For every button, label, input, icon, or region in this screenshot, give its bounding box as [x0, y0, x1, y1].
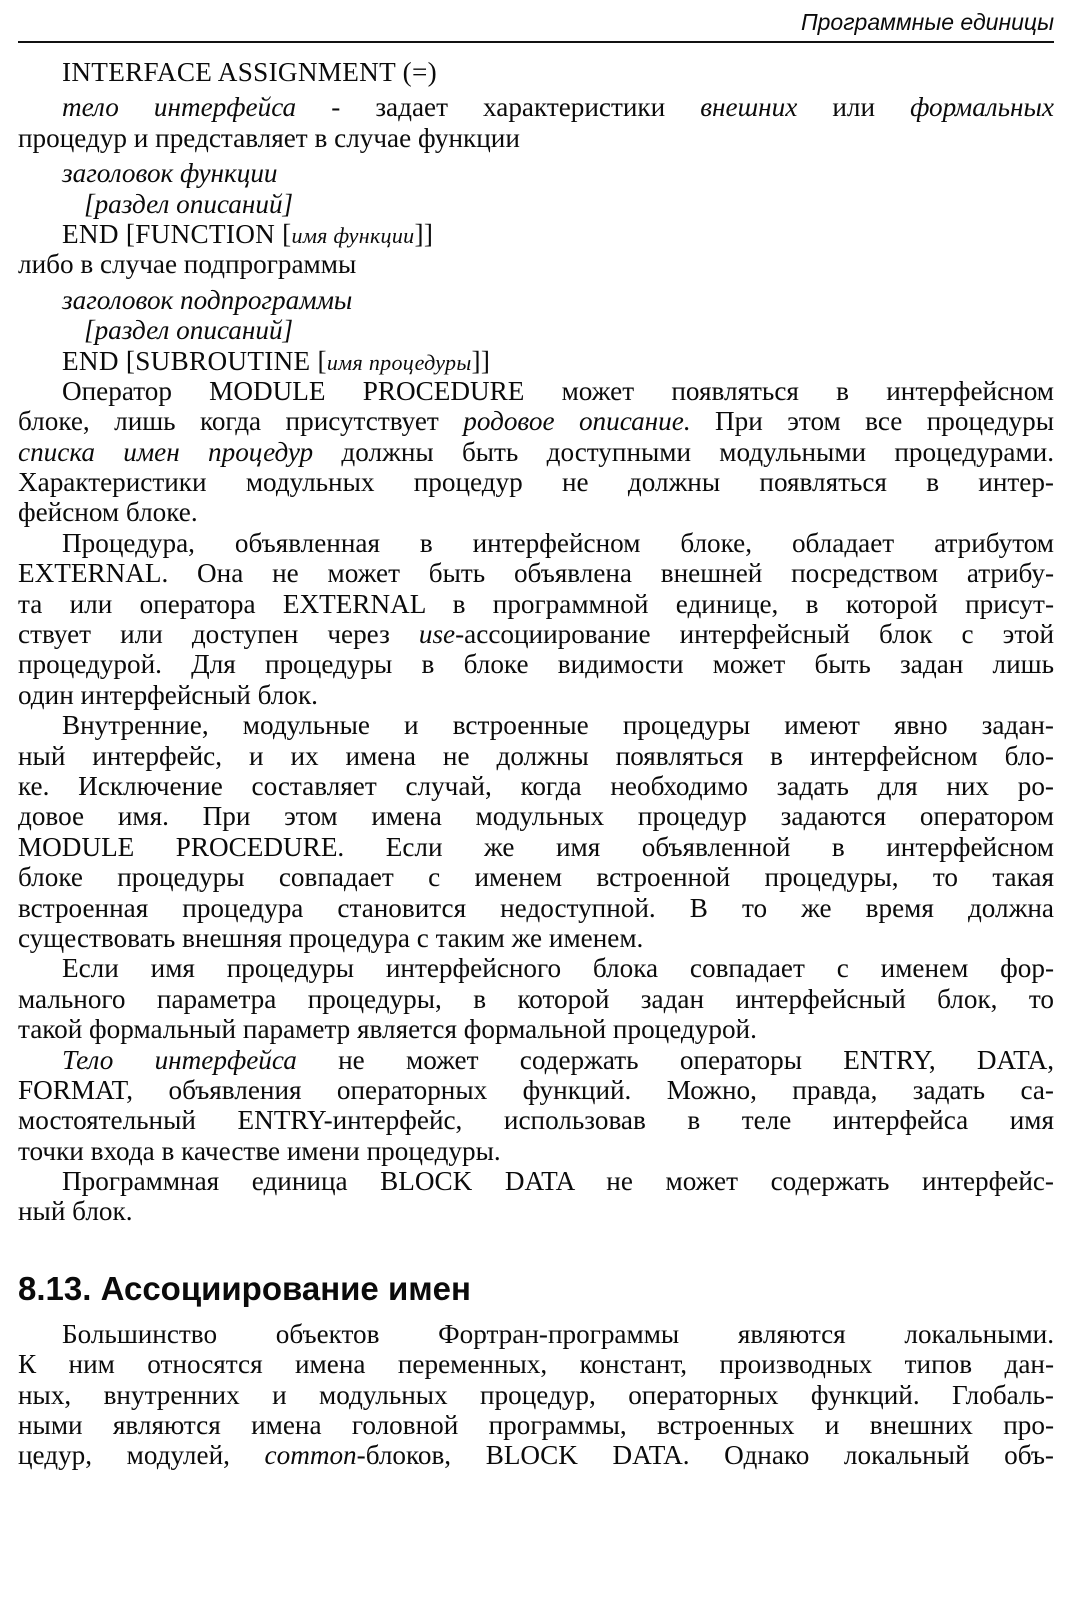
- subroutine-declaration-syntax: [раздел описаний]: [84, 315, 294, 346]
- paragraph-line: ный интерфейс, и их имена не должны появляться в интерфейсном бло-: [18, 740, 1054, 771]
- paragraph-line: MODULE PROCEDURE. Если же имя объявленной в интерфейсном: [18, 831, 1054, 862]
- term-interface-body: тело интерфейса: [62, 92, 297, 123]
- body-definition-line: тело интерфейса - задает характеристики внешних или формальных: [62, 92, 1054, 123]
- running-header: [18, 8, 1054, 40]
- paragraph-line: один интерфейсный блок.: [18, 679, 318, 710]
- interface-assignment-syntax: INTERFACE ASSIGNMENT (=): [62, 57, 437, 87]
- paragraph-line: блоке, лишь когда присутствует родовое описание. При этом все процедуры: [18, 406, 1054, 437]
- paragraph-line: Программная единица BLOCK DATA не может содержать интерфейс-: [62, 1166, 1054, 1197]
- paragraph-external-attribute: [18, 528, 1054, 710]
- paragraph-block-data: [18, 1166, 1054, 1227]
- term-external: внешних: [700, 92, 798, 123]
- paragraph-line: FORMAT, объявления операторных функций. Можно, правда, задать са-: [18, 1074, 1054, 1105]
- function-header-syntax: заголовок функции: [62, 158, 278, 189]
- paragraph-line: мостоятельный ENTRY-интерфейс, использовав в теле интерфейса имя: [18, 1105, 1054, 1136]
- paragraph-line: Оператор MODULE PROCEDURE может появляться в интерфейсном: [62, 375, 1054, 406]
- subroutine-header-syntax: заголовок подпрограммы: [62, 284, 353, 315]
- paragraph-line: фейсном блоке.: [18, 497, 198, 528]
- paragraph-interface-body-restrictions: [18, 1045, 1054, 1167]
- paragraph-line: Процедура, объявленная в интерфейсном блоке, обладает атрибутом: [62, 527, 1054, 558]
- paragraph-line: существовать внешняя процедура с таким же именем.: [18, 922, 644, 953]
- paragraph-line: процедурой. Для процедуры в блоке видимости может быть задан лишь: [18, 649, 1054, 680]
- paragraph-line: Тело интерфейса не может содержать операторы ENTRY, DATA,: [62, 1044, 1055, 1075]
- function-end-syntax: END [FUNCTION [имя функции]]: [62, 218, 434, 249]
- paragraph-line: Большинство объектов Фортран-программы являются локальными.: [62, 1318, 1054, 1349]
- subroutine-end-syntax: END [SUBROUTINE [имя процедуры]]: [62, 345, 491, 376]
- paragraph-line: ствует или доступен через use-ассоциирование интерфейсный блок с этой: [18, 619, 1054, 650]
- paragraph-local-global-names: [18, 1319, 1054, 1471]
- body-definition-line: процедур и представляет в случае функции: [18, 122, 520, 153]
- paragraph-line: Внутренние, модульные и встроенные процедуры имеют явно задан-: [62, 710, 1054, 741]
- section-heading: 8.13. Ассоциирование имен: [18, 1269, 471, 1307]
- paragraph-module-procedure: [18, 376, 1054, 528]
- paragraph-line: блоке процедуры совпадает с именем встроенной процедуры, то такая: [18, 862, 1054, 893]
- term-formal: формальных: [910, 92, 1054, 123]
- paragraph-line: такой формальный параметр является формальной процедурой.: [18, 1014, 757, 1045]
- function-syntax-block: [18, 158, 1054, 249]
- paragraph-line: EXTERNAL. Она не может быть объявлена внешней посредством атрибу-: [18, 558, 1054, 589]
- paragraph-line: списка имен процедур должны быть доступными модульными процедурами.: [18, 436, 1054, 467]
- paragraph-line: встроенная процедура становится недоступной. В то же время должна: [18, 892, 1054, 923]
- paragraph-line: точки входа в качестве имени процедуры.: [18, 1135, 501, 1166]
- paragraph-line: ке. Исключение составляет случай, когда необходимо задать для них ро-: [18, 770, 1054, 801]
- book-page: [18, 0, 1054, 1600]
- header-rule: [18, 41, 1054, 43]
- paragraph-line: ными являются имена головной программы, встроенных и внешних про-: [18, 1410, 1054, 1441]
- paragraph-line: Если имя процедуры интерфейсного блока совпадает с именем фор-: [62, 953, 1054, 984]
- page-content: [18, 57, 1054, 1471]
- paragraph-line: ный блок.: [18, 1196, 133, 1227]
- function-declaration-syntax: [раздел описаний]: [84, 188, 294, 219]
- paragraph-line: К ним относятся имена переменных, констант, производных типов дан-: [18, 1349, 1054, 1380]
- running-header-title: Программные единицы: [800, 9, 1054, 35]
- paragraph-line: довое имя. При этом имена модульных процедур задаются оператором: [18, 801, 1054, 832]
- paragraph-explicit-interface: [18, 710, 1054, 953]
- or-subroutine-text: либо в случае подпрограммы: [18, 249, 357, 280]
- body-definition: [18, 92, 1054, 153]
- paragraph-formal-procedure: [18, 953, 1054, 1044]
- paragraph-line: ных, внутренних и модульных процедур, операторных функций. Глобаль-: [18, 1379, 1054, 1410]
- paragraph-line: та или оператора EXTERNAL в программной единице, в которой присут-: [18, 588, 1054, 619]
- paragraph-line: мального параметра процедуры, в которой задан интерфейсный блок, то: [18, 983, 1054, 1014]
- paragraph-line: цедур, модулей, common-блоков, BLOCK DATA. Однако локальный объ-: [18, 1440, 1054, 1471]
- subroutine-syntax-block: [18, 285, 1054, 376]
- paragraph-line: Характеристики модульных процедур не должны появляться в интер-: [18, 467, 1054, 498]
